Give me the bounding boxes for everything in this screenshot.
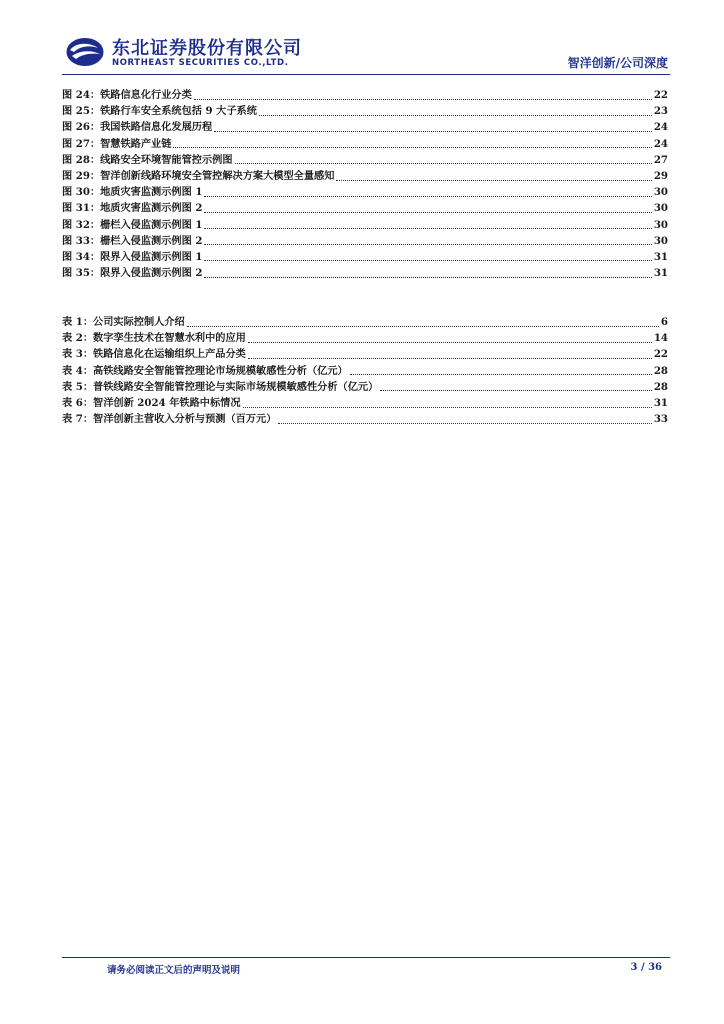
figure-entry-label: 图 28：线路安全环境智能管控示例图 xyxy=(62,153,233,166)
figure-entry-page: 30 xyxy=(653,218,668,231)
northeast-securities-logo-icon xyxy=(64,36,106,68)
figure-entry[interactable] xyxy=(62,87,668,103)
figure-entry-label: 图 26：我国铁路信息化发展历程 xyxy=(62,121,213,134)
figure-entry-label: 图 35：限界入侵监测示例图 2 xyxy=(62,267,203,280)
table-entry[interactable] xyxy=(62,411,668,427)
company-name-cn: 东北证券股份有限公司 xyxy=(112,38,302,59)
figure-entry-page: 30 xyxy=(653,186,668,199)
page-header xyxy=(62,30,670,74)
figure-entry[interactable] xyxy=(62,217,668,233)
figure-entry-page: 30 xyxy=(653,234,668,247)
figure-entry-page: 31 xyxy=(653,267,668,280)
dot-leader xyxy=(204,267,651,278)
table-entry[interactable] xyxy=(62,395,668,411)
figure-entry[interactable] xyxy=(62,265,668,281)
dot-leader xyxy=(380,380,652,391)
figure-entry-page: 22 xyxy=(653,89,668,101)
dot-leader xyxy=(243,397,652,408)
figure-entry[interactable] xyxy=(62,249,668,265)
figure-entry-label: 图 30：地质灾害监测示例图 1 xyxy=(62,186,203,199)
figure-entry[interactable] xyxy=(62,233,668,249)
figure-entry[interactable] xyxy=(62,200,668,216)
dot-leader xyxy=(204,202,651,213)
figure-entry-page: 23 xyxy=(653,105,668,118)
table-entry-page: 28 xyxy=(653,364,668,377)
table-entry[interactable] xyxy=(62,346,668,362)
figure-entry[interactable] xyxy=(62,136,668,152)
table-entry-label: 表 7：智洋创新主营收入分析与预测（百万元） xyxy=(62,413,277,426)
figure-entry-label: 图 27：智慧铁路产业链 xyxy=(62,137,172,150)
table-entry-page: 28 xyxy=(653,380,668,393)
dot-leader xyxy=(248,348,652,359)
figure-entry-label: 图 24：铁路信息化行业分类 xyxy=(62,89,192,101)
dot-leader xyxy=(235,153,652,164)
figure-entry-page: 31 xyxy=(653,250,668,263)
figure-entry-label: 图 32：栅栏入侵监测示例图 1 xyxy=(62,218,203,231)
figure-entry-page: 24 xyxy=(653,137,668,150)
table-entry-label: 表 3：铁路信息化在运输组织上产品分类 xyxy=(62,348,246,361)
table-entry[interactable] xyxy=(62,379,668,395)
dot-leader xyxy=(336,170,651,181)
header-divider xyxy=(62,74,670,75)
table-entry-label: 表 2：数字孪生技术在智慧水利中的应用 xyxy=(62,332,246,345)
table-entry[interactable] xyxy=(62,363,668,379)
figure-entry-label: 图 34：限界入侵监测示例图 1 xyxy=(62,250,203,263)
figure-entry-label: 图 29：智洋创新线路环境安全管控解决方案大模型全量感知 xyxy=(62,169,335,182)
figure-entry[interactable] xyxy=(62,184,668,200)
dot-leader xyxy=(350,364,652,375)
dot-leader xyxy=(187,316,659,327)
figure-entry-page: 30 xyxy=(653,202,668,215)
dot-leader xyxy=(173,137,651,148)
dot-leader xyxy=(204,250,651,261)
dot-leader xyxy=(278,413,651,424)
table-entry-page: 6 xyxy=(660,316,668,328)
footer-disclaimer: 请务必阅读正文后的声明及说明 xyxy=(107,965,241,976)
figure-entry-label: 图 31：地质灾害监测示例图 2 xyxy=(62,202,203,215)
figure-entry[interactable] xyxy=(62,103,668,119)
page-number: 3 / 36 xyxy=(630,962,662,973)
dot-leader xyxy=(214,121,652,132)
company-name-en: NORTHEAST SECURITIES CO.,LTD. xyxy=(112,58,289,68)
table-entry-label: 表 4：高铁线路安全智能管控理论市场规模敏感性分析（亿元） xyxy=(62,364,348,377)
figure-index xyxy=(62,87,668,281)
table-entry-label: 表 6：智洋创新 2024 年铁路中标情况 xyxy=(62,396,241,409)
table-index xyxy=(62,314,668,427)
table-entry[interactable] xyxy=(62,314,668,330)
table-entry-page: 14 xyxy=(653,332,668,345)
figure-entry-label: 图 33：栅栏入侵监测示例图 2 xyxy=(62,234,203,247)
figure-entry-page: 27 xyxy=(653,153,668,166)
dot-leader xyxy=(194,89,652,100)
table-entry-page: 31 xyxy=(653,396,668,409)
figure-entry[interactable] xyxy=(62,152,668,168)
figure-entry-page: 29 xyxy=(653,169,668,182)
footer-divider xyxy=(62,957,670,958)
figure-entry[interactable] xyxy=(62,168,668,184)
table-entry-label: 表 5：普铁线路安全智能管控理论与实际市场规模敏感性分析（亿元） xyxy=(62,380,379,393)
figure-entry-label: 图 25：铁路行车安全系统包括 9 大子系统 xyxy=(62,105,257,118)
dot-leader xyxy=(204,218,651,229)
dot-leader xyxy=(248,332,652,343)
table-entry-page: 22 xyxy=(653,348,668,361)
table-entry-label: 表 1：公司实际控制人介绍 xyxy=(62,316,185,328)
figure-entry[interactable] xyxy=(62,119,668,135)
dot-leader xyxy=(204,186,651,197)
table-entry-page: 33 xyxy=(653,413,668,426)
dot-leader xyxy=(259,105,652,116)
table-entry[interactable] xyxy=(62,330,668,346)
figure-entry-page: 24 xyxy=(653,121,668,134)
report-category: 智洋创新/公司深度 xyxy=(567,56,668,70)
dot-leader xyxy=(204,234,651,245)
